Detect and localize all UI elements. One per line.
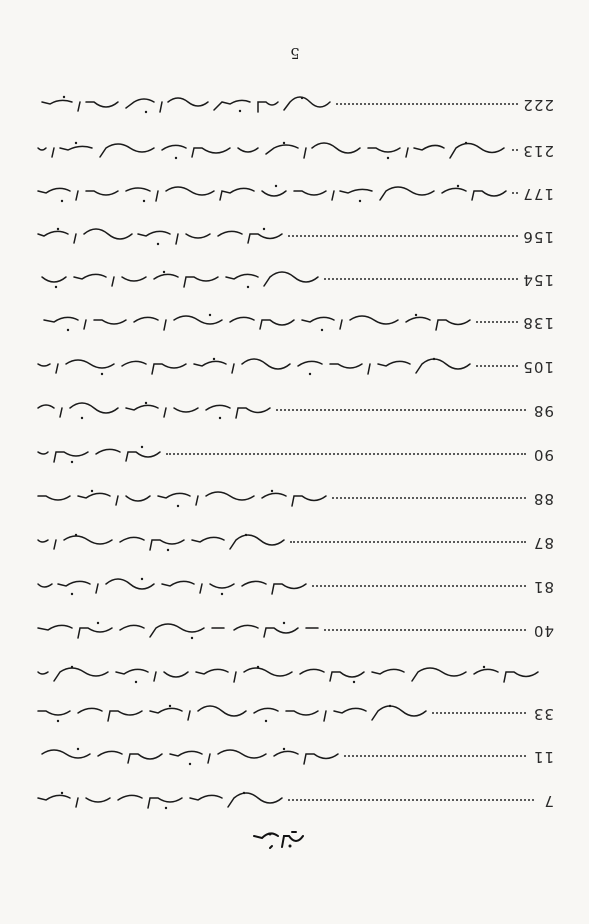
toc-entry-leader (336, 103, 518, 105)
toc-entry (36, 140, 554, 162)
toc-entry (36, 790, 554, 812)
toc-entry-page: 11 (532, 748, 554, 766)
toc-entry-title (36, 746, 340, 768)
toc-entry-title (36, 620, 320, 642)
toc-entry (36, 576, 554, 598)
toc-entry-page: 7 (543, 792, 554, 810)
toc-entry-leader (512, 192, 518, 194)
toc-entry-leader (476, 365, 518, 367)
toc-entry-title (36, 400, 272, 422)
toc-entry (36, 312, 554, 334)
toc-entry-page: 98 (532, 402, 554, 420)
toc-entry-page: 40 (532, 622, 554, 640)
toc-entry-page: 222 (522, 96, 554, 114)
toc-entry (36, 226, 554, 248)
toc-entry-page: 138 (522, 314, 554, 332)
toc-entry (36, 400, 554, 422)
toc-entry-page: 87 (532, 534, 554, 552)
toc-entry-leader (324, 278, 518, 280)
toc-entry-continuation (36, 664, 554, 686)
toc-entry-page: 177 (522, 185, 554, 203)
toc-entry-page: 90 (532, 446, 554, 464)
toc-entry (36, 94, 554, 116)
toc-entry-title (36, 94, 332, 116)
toc-entry-title (36, 312, 472, 334)
toc-entry-page: 156 (522, 228, 554, 246)
toc-entry (36, 488, 554, 510)
toc-entry-leader (288, 799, 534, 801)
toc-entry-page: 105 (522, 358, 554, 376)
toc-entry (36, 356, 554, 378)
contents-heading (250, 826, 306, 852)
toc-entry-page: 88 (532, 490, 554, 508)
toc-entry (36, 532, 554, 554)
toc-entry-page: 33 (532, 705, 554, 723)
toc-entry-leader (476, 321, 518, 323)
toc-entry (36, 703, 554, 725)
toc-entry-title (36, 183, 508, 205)
toc-entry-title (36, 140, 506, 162)
toc-entry-page: 213 (522, 142, 554, 160)
toc-entry (36, 620, 554, 642)
toc-entry-page: 154 (522, 271, 554, 289)
page-number: 5 (289, 44, 300, 62)
toc-entry-title (36, 576, 308, 598)
toc-entry-title (36, 664, 554, 686)
toc-entry-title (36, 532, 286, 554)
toc-entry-title (36, 703, 428, 725)
toc-entry-leader (312, 585, 526, 587)
toc-entry-leader (344, 755, 526, 757)
toc-entry-title (36, 488, 328, 510)
toc-entry-leader (332, 497, 526, 499)
toc-entry (36, 444, 554, 466)
toc-entry-title (36, 790, 284, 812)
toc-entry (36, 269, 554, 291)
toc-entry-title (36, 356, 472, 378)
toc-entry-leader (432, 712, 526, 714)
toc-entry-title (36, 226, 284, 248)
toc-entry-leader (324, 629, 526, 631)
toc-entry-leader (290, 541, 526, 543)
toc-entry-leader (512, 149, 518, 151)
toc-entry-leader (166, 453, 526, 455)
toc-entry-leader (288, 235, 518, 237)
toc-entry-title (36, 444, 162, 466)
toc-entry-title (36, 269, 320, 291)
toc-entry-leader (276, 409, 526, 411)
toc-entry (36, 746, 554, 768)
toc-entry (36, 183, 554, 205)
toc-entry-page: 81 (532, 578, 554, 596)
